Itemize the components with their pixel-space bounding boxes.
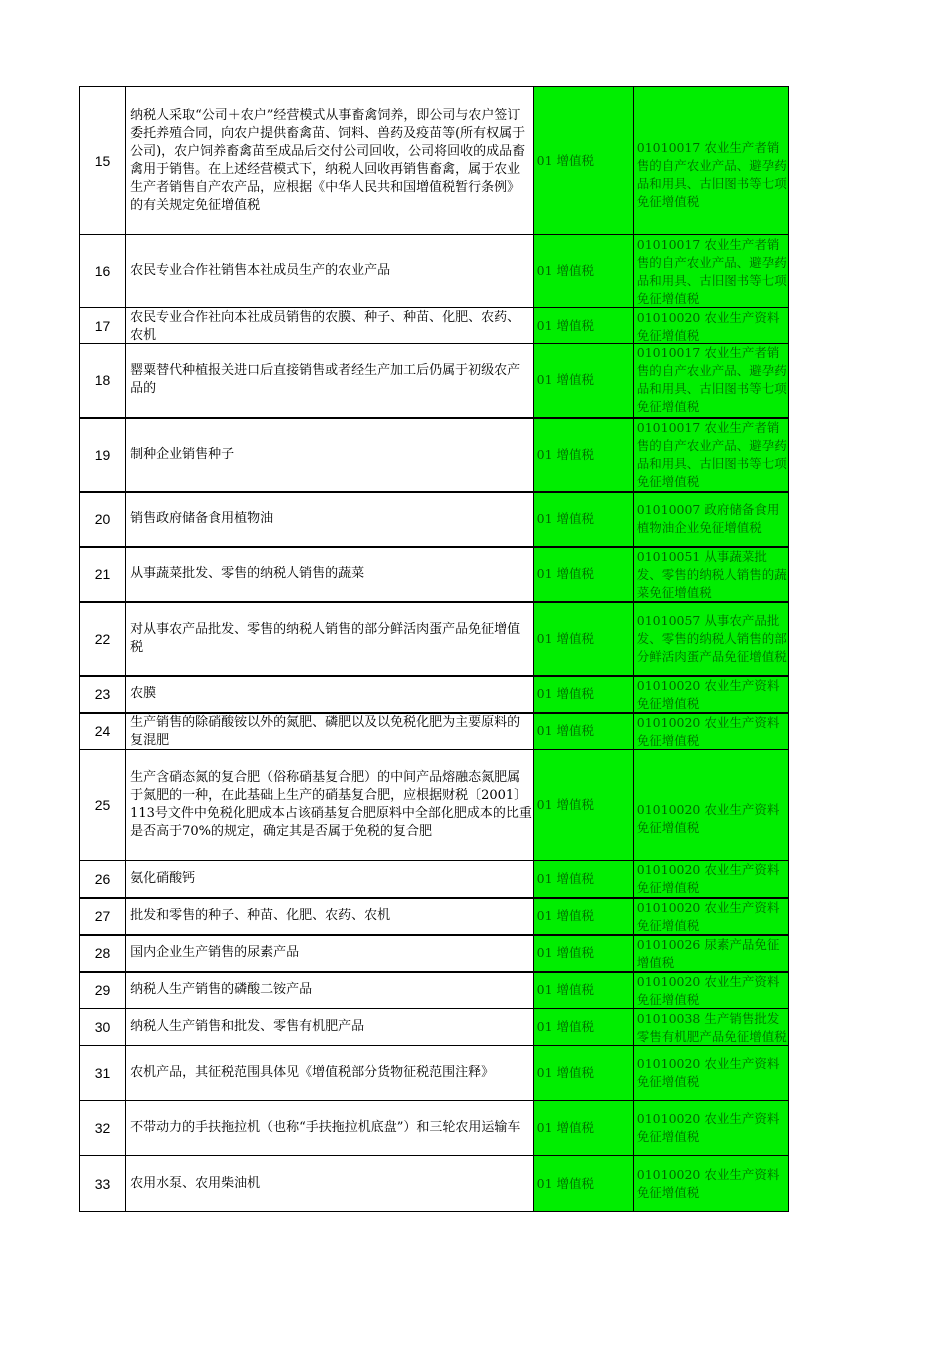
exemption-policy — [633, 1009, 788, 1046]
exemption-policy-text: 01010017 农业生产者销售的自产农业产品、避孕药品和用具、古旧图书等七项免征增值税 — [636, 345, 787, 415]
item-description-text: 批发和零售的种子、种苗、化肥、农药、农机 — [130, 908, 391, 923]
exemption-policy — [633, 87, 788, 235]
exemption-policy-text: 01010020 农业生产资料免征增值税 — [636, 862, 780, 896]
exemption-policy-text: 01010017 农业生产者销售的自产农业产品、避孕药品和用具、古旧图书等七项免征增值税 — [636, 236, 787, 306]
item-description — [126, 87, 534, 235]
tax-type: 01 增值税 — [533, 935, 633, 972]
row-number: 26 — [80, 861, 126, 898]
item-description-text: 氨化硝酸钙 — [130, 870, 196, 886]
item-description — [126, 308, 534, 344]
item-description — [126, 344, 534, 418]
exemption-policy-text: 01010020 农业生产资料免征增值税 — [636, 1111, 780, 1144]
item-description — [126, 1156, 534, 1212]
item-description — [126, 1046, 534, 1101]
item-description-text: 不带动力的手扶拖拉机（也称“手扶拖拉机底盘”）和三轮农用运输车 — [130, 1120, 521, 1135]
item-description-text: 农民专业合作社向本社成员销售的农膜、种子、种苗、化肥、农药、农机 — [130, 309, 521, 343]
table-row — [80, 750, 789, 861]
exemption-policy-text: 01010017 农业生产者销售的自产农业产品、避孕药品和用具、古旧图书等七项免征增值税 — [636, 419, 787, 489]
item-description — [126, 861, 534, 898]
exemption-policy — [633, 547, 788, 602]
tax-type: 01 增值税 — [533, 1009, 633, 1046]
item-description — [126, 713, 534, 750]
exemption-policy-text: 01010017 农业生产者销售的自产农业产品、避孕药品和用具、古旧图书等七项免征增值税 — [636, 139, 787, 209]
item-description-text: 罂粟替代种植报关进口后直接销售或者经生产加工后仍属于初级农产品的 — [130, 363, 521, 397]
tax-type: 01 增值税 — [533, 750, 633, 861]
exemption-policy — [633, 713, 788, 750]
item-description-text: 纳税人生产销售和批发、零售有机肥产品 — [130, 1019, 365, 1034]
item-description-text: 销售政府储备食用植物油 — [130, 511, 274, 526]
exemption-policy-text: 01010020 农业生产资料免征增值税 — [636, 677, 780, 711]
tax-type: 01 增值税 — [533, 418, 633, 492]
table-row — [80, 861, 789, 898]
item-description-text: 纳税人生产销售的磷酸二铵产品 — [130, 982, 313, 998]
item-description-text: 纳税人采取“公司＋农户”经营模式从事畜禽饲养，即公司与农户签订委托养殖合同，向农户提供畜禽苗、饲料、兽药及疫苗等(所有权属于公司)，农户饲养畜禽苗至成品后交付公司回收，公司将回收的成品畜禽用于销售。在上述经营模式下，纳税人回收再销售畜禽，属于农业生产者销售自产农产品，应根据《中华人民共和国增值税暂行条例》的有关规定免征增值税 — [130, 107, 526, 213]
exemption-policy — [633, 1046, 788, 1101]
tax-type: 01 增值税 — [533, 1156, 633, 1212]
exemption-policy-text: 01010020 农业生产资料免征增值税 — [636, 1166, 780, 1200]
item-description-text: 生产含硝态氮的复合肥（俗称硝基复合肥）的中间产品熔融态氮肥属于氮肥的一种，在此基础上生产的硝基复合肥，应根据财税〔2001〕113号文件中免税化肥成本占该硝基复合肥原料中全部化肥成本的比重是否高于70%的规定，确定其是否属于免税的复合肥 — [130, 770, 532, 839]
exemption-policy — [633, 676, 788, 713]
tax-type: 01 增值税 — [533, 87, 633, 235]
exemption-policy-text: 01010020 农业生产资料免征增值税 — [636, 801, 780, 835]
item-description-text: 从事蔬菜批发、零售的纳税人销售的蔬菜 — [130, 566, 365, 581]
row-number: 19 — [80, 418, 126, 492]
item-description — [126, 235, 534, 308]
policy-table — [79, 86, 789, 1212]
row-number: 23 — [80, 676, 126, 713]
item-description-text: 农民专业合作社销售本社成员生产的农业产品 — [130, 263, 391, 278]
table-row — [80, 1046, 789, 1101]
row-number: 31 — [80, 1046, 126, 1101]
exemption-policy-text: 01010051 从事蔬菜批发、零售的纳税人销售的蔬菜免征增值税 — [636, 548, 787, 600]
exemption-policy-text: 01010026 尿素产品免征增值税 — [636, 936, 780, 970]
exemption-policy-text: 01010020 农业生产资料免征增值税 — [636, 899, 780, 933]
item-description-text: 农膜 — [130, 686, 157, 701]
row-number: 27 — [80, 898, 126, 935]
row-number: 17 — [80, 308, 126, 344]
table-row — [80, 547, 789, 602]
table-row — [80, 235, 789, 308]
exemption-policy-text: 01010020 农业生产资料免征增值税 — [636, 1056, 780, 1089]
table-row — [80, 1009, 789, 1046]
row-number: 20 — [80, 492, 126, 547]
tax-type: 01 增值税 — [533, 235, 633, 308]
exemption-policy — [633, 935, 788, 972]
row-number: 28 — [80, 935, 126, 972]
item-description-text: 制种企业销售种子 — [130, 446, 235, 462]
table-row — [80, 1156, 789, 1212]
item-description — [126, 935, 534, 972]
exemption-policy-text: 01010007 政府储备食用植物油企业免征增值税 — [636, 502, 780, 535]
row-number: 21 — [80, 547, 126, 602]
table-row — [80, 492, 789, 547]
tax-type: 01 增值税 — [533, 344, 633, 418]
tax-type: 01 增值税 — [533, 602, 633, 676]
item-description — [126, 750, 534, 861]
exemption-policy — [633, 418, 788, 492]
table-row — [80, 713, 789, 750]
tax-type: 01 增值税 — [533, 861, 633, 898]
exemption-policy — [633, 235, 788, 308]
tax-type: 01 增值税 — [533, 972, 633, 1009]
tax-type: 01 增值税 — [533, 898, 633, 935]
exemption-policy — [633, 972, 788, 1009]
item-description — [126, 547, 534, 602]
table-row — [80, 676, 789, 713]
exemption-policy-text: 01010020 农业生产资料免征增值税 — [636, 714, 780, 748]
exemption-policy — [633, 602, 788, 676]
table-row — [80, 1101, 789, 1156]
row-number: 25 — [80, 750, 126, 861]
item-description — [126, 676, 534, 713]
item-description — [126, 972, 534, 1009]
tax-type: 01 增值税 — [533, 492, 633, 547]
table-row — [80, 87, 789, 235]
table-row — [80, 935, 789, 972]
tax-type: 01 增值税 — [533, 1046, 633, 1101]
tax-type: 01 增值税 — [533, 308, 633, 344]
exemption-policy — [633, 492, 788, 547]
item-description-text: 农机产品，其征税范围具体见《增值税部分货物征税范围注释》 — [130, 1065, 495, 1080]
table-row — [80, 972, 789, 1009]
row-number: 15 — [80, 87, 126, 235]
exemption-policy — [633, 1156, 788, 1212]
exemption-policy — [633, 1101, 788, 1156]
exemption-policy-text: 01010038 生产销售批发零售有机肥产品免征增值税 — [636, 1010, 787, 1044]
row-number: 33 — [80, 1156, 126, 1212]
row-number: 32 — [80, 1101, 126, 1156]
exemption-policy-text: 01010020 农业生产资料免征增值税 — [636, 309, 780, 343]
item-description — [126, 602, 534, 676]
item-description-text: 农用水泵、农用柴油机 — [130, 1175, 261, 1191]
item-description — [126, 1101, 534, 1156]
table-row — [80, 898, 789, 935]
exemption-policy — [633, 308, 788, 344]
exemption-policy — [633, 344, 788, 418]
row-number: 22 — [80, 602, 126, 676]
exemption-policy-text: 01010057 从事农产品批发、零售的纳税人销售的部分鲜活肉蛋产品免征增值税 — [636, 612, 787, 664]
table-row — [80, 308, 789, 344]
row-number: 18 — [80, 344, 126, 418]
row-number: 29 — [80, 972, 126, 1009]
exemption-policy — [633, 861, 788, 898]
item-description — [126, 418, 534, 492]
table-row — [80, 418, 789, 492]
table-row — [80, 602, 789, 676]
row-number: 16 — [80, 235, 126, 308]
item-description-text: 对从事农产品批发、零售的纳税人销售的部分鲜活肉蛋产品免征增值税 — [130, 621, 521, 655]
item-description-text: 国内企业生产销售的尿素产品 — [130, 945, 300, 960]
exemption-policy — [633, 898, 788, 935]
tax-type: 01 增值税 — [533, 547, 633, 602]
tax-type: 01 增值税 — [533, 713, 633, 750]
item-description — [126, 898, 534, 935]
row-number: 30 — [80, 1009, 126, 1046]
item-description — [126, 492, 534, 547]
exemption-policy — [633, 750, 788, 861]
tax-type: 01 增值税 — [533, 676, 633, 713]
table-row — [80, 344, 789, 418]
tax-type: 01 增值税 — [533, 1101, 633, 1156]
row-number: 24 — [80, 713, 126, 750]
item-description — [126, 1009, 534, 1046]
exemption-policy-text: 01010020 农业生产资料免征增值税 — [636, 973, 780, 1007]
item-description-text: 生产销售的除硝酸铵以外的氮肥、磷肥以及以免税化肥为主要原料的复混肥 — [130, 714, 521, 748]
